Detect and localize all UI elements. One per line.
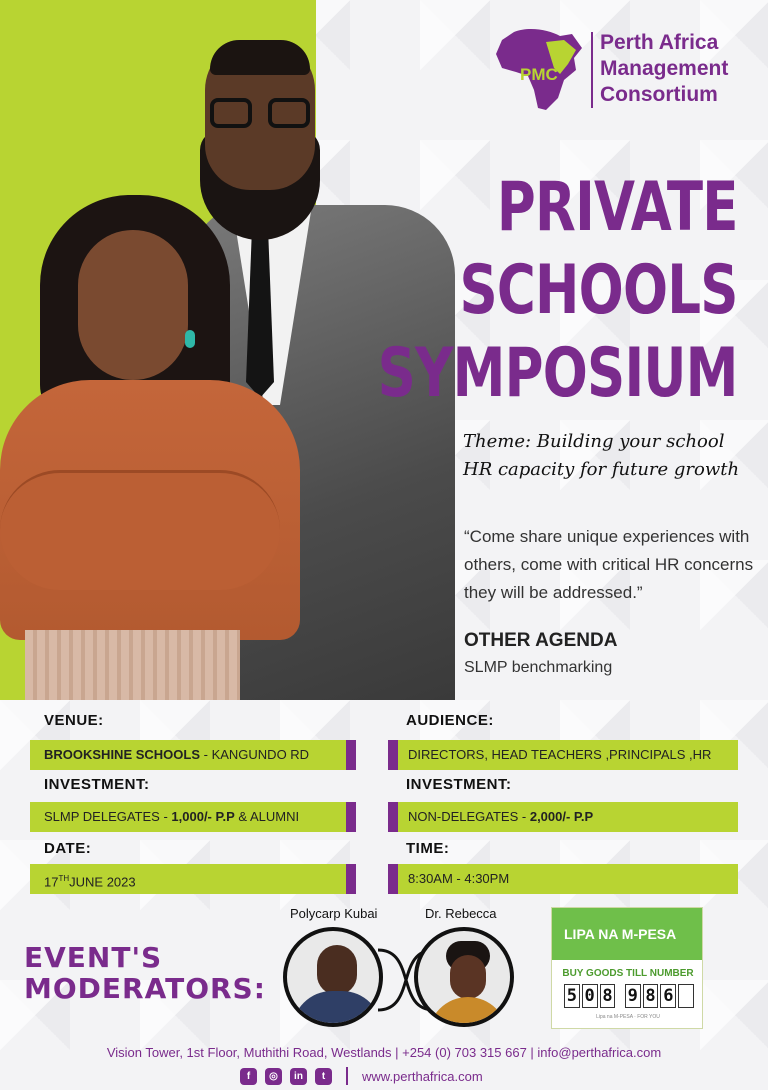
moderator-name-2: Dr. Rebecca [425,906,497,921]
glasses [210,98,310,130]
title-line-3: SYMPOSIUM [377,334,738,413]
mpesa-brand: LIPA NA M-PESA [552,908,702,960]
title-line-2: SCHOOLS [459,251,738,330]
moderator-name-1: Polycarp Kubai [290,906,378,921]
mpesa-subtitle: BUY GOODS TILL NUMBER [562,968,694,979]
moderator-1-face [317,945,357,995]
moderator-photo-2 [414,927,514,1027]
date-label: DATE: [44,840,92,857]
woman-face [78,230,188,380]
footer-contacts: Vision Tower, 1st Floor, Muthithi Road, Westlands | +254 (0) 703 315 667 | info@perthafrica.com [106,1045,662,1060]
earring [185,330,195,348]
agenda-heading: OTHER AGENDA [464,630,618,651]
org-logo [494,28,749,113]
investment-bar-left: SLMP DELEGATES - 1,000/- P.P & ALUMNI [30,802,356,832]
till-number: 5 0 8 9 8 6 [564,984,694,1010]
theme-text: Theme: Building your school HR capacity for future growth [463,431,740,480]
time-label: TIME: [406,840,450,857]
date-bar: 17THJUNE 2023 [30,864,356,894]
venue-label: VENUE: [44,712,104,729]
website-link[interactable]: www.perthafrica.com [362,1068,483,1084]
mpesa-tagline: Lipa na M-PESA · FOR YOU [596,1014,660,1020]
man-hair [210,40,310,75]
org-name: Perth Africa Management Consortium [600,31,729,106]
investment-label-left: INVESTMENT: [44,776,150,793]
logo-initials: PMC [520,65,558,84]
audience-bar: DIRECTORS, HEAD TEACHERS ,PRINCIPALS ,HR [388,740,738,770]
quote: “Come share unique experiences with others, come with critical HR concerns they will be addressed.” [464,527,754,602]
moderator-2-face [450,955,486,999]
mpesa-till-card [551,907,703,1029]
agenda-text: SLMP benchmarking [464,659,613,676]
woman-crossed-arms [0,470,280,590]
moderator-1-suit [292,991,382,1027]
africa-map-logo-icon [494,28,586,112]
audience-label: AUDIENCE: [406,712,494,729]
footer-separator [346,1067,348,1085]
logo-divider [591,32,593,108]
title-line-1: PRIVATE [497,168,738,247]
investment-label-right: INVESTMENT: [406,776,512,793]
woman-skirt [25,630,240,700]
linkedin-icon[interactable]: in [290,1068,307,1085]
investment-bar-right: NON-DELEGATES - 2,000/- P.P [388,802,738,832]
moderator-2-dress [428,997,508,1027]
moderator-photo-1 [283,927,383,1027]
venue-bar: BROOKSHINE SCHOOLS - KANGUNDO RD [30,740,356,770]
footer-social [240,1066,483,1086]
twitter-icon[interactable]: t [315,1068,332,1085]
facebook-icon[interactable]: f [240,1068,257,1085]
time-bar: 8:30AM - 4:30PM [388,864,738,894]
moderators-heading: EVENT'S MODERATORS: [24,941,266,1005]
instagram-icon[interactable]: ◎ [265,1068,282,1085]
